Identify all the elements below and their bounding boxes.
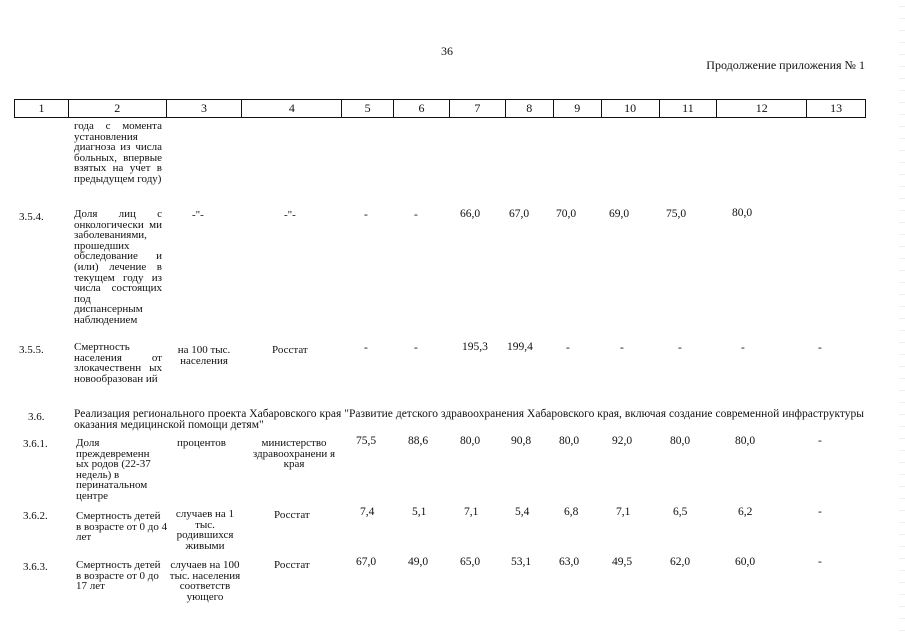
value-cell: - — [741, 342, 745, 354]
header-cell: 6 — [394, 100, 450, 117]
value-cell: 7,1 — [616, 506, 631, 518]
value-cell: - — [818, 556, 822, 568]
value-cell: 60,0 — [735, 556, 756, 568]
header-cell: 1 — [15, 100, 69, 117]
value-cell: 66,0 — [460, 208, 481, 220]
value-cell: 199,4 — [507, 341, 533, 353]
section-title: Реализация регионального проекта Хабаровского края "Развитие детского здравоохранения Хабаровского края, включая создание современной инфраструктуры оказания медицинской помощи детям" — [74, 408, 864, 431]
source: Росстат — [272, 344, 308, 356]
value-cell: - — [818, 435, 822, 447]
value-cell: 7,1 — [464, 506, 479, 518]
indicator-name: Смертность населения от злокачественн ых новообразован ий — [74, 341, 162, 385]
indicator-name: Смертность детей в возрасте от 0 до 17 лет — [76, 559, 161, 593]
row-number: 3.6.3. — [23, 561, 48, 573]
indicator-name: Смертность детей в возрасте от 0 до 4 лет — [76, 510, 168, 544]
value-cell: 7,4 — [360, 506, 375, 518]
header-cell: 12 — [717, 100, 807, 117]
row-number: 3.6.1. — [23, 438, 48, 450]
value-cell: 80,0 — [559, 435, 580, 447]
value-cell: 49,0 — [408, 556, 429, 568]
value-cell: - — [566, 342, 570, 354]
header-cell: 7 — [450, 100, 506, 117]
value-cell: 195,3 — [462, 341, 488, 353]
value-cell: 80,0 — [670, 435, 691, 447]
value-cell: 53,1 — [511, 556, 532, 568]
header-cell: 13 — [830, 101, 843, 115]
header-cell: 10 — [602, 100, 660, 117]
carry-over-text: года с момента установления диагноза из числа больных, впервые взятых на учет в предыдущем году) — [74, 120, 162, 185]
indicator-name: Доля лиц с онкологически ми заболеваниями, прошедших обследование и (или) лечение в текущем году из числа состоящих под диспансерным наблюдением — [74, 208, 162, 326]
source: Росстат — [274, 559, 310, 571]
section-number: 3.6. — [28, 411, 45, 423]
scan-edge — [899, 0, 905, 640]
page-number: 36 — [441, 44, 453, 58]
value-cell: 80,0 — [732, 207, 753, 219]
value-cell: 90,8 — [511, 435, 532, 447]
unit: случаев на 1 тыс. родившихся живыми — [175, 508, 235, 552]
source: министерство здравоохранени я края — [252, 437, 336, 471]
value-cell: - — [678, 342, 682, 354]
value-cell: 65,0 — [460, 556, 481, 568]
header-cell: 11 — [660, 100, 718, 117]
value-cell: - — [364, 209, 368, 221]
header-cell: 5 — [342, 100, 394, 117]
value-cell: 69,0 — [609, 208, 630, 220]
indicator-name: Доля преждевременн ых родов (22-37 недель) в перинатальном центре — [76, 437, 151, 502]
value-cell: 5,4 — [515, 506, 530, 518]
unit: процентов — [177, 437, 226, 449]
value-cell: 6,5 — [673, 506, 688, 518]
value-cell: - — [414, 342, 418, 354]
header-cell: 3 — [167, 100, 243, 117]
header-cell: 8 — [506, 100, 554, 117]
value-cell: - — [414, 209, 418, 221]
value-cell: 88,6 — [408, 435, 429, 447]
header-cell: 2 — [69, 100, 167, 117]
continuation-label: Продолжение приложения № 1 — [706, 58, 865, 72]
value-cell: 80,0 — [735, 435, 756, 447]
value-cell: 63,0 — [559, 556, 580, 568]
value-cell: 70,0 — [556, 208, 577, 220]
row-number: 3.6.2. — [23, 510, 48, 522]
value-cell: 62,0 — [670, 556, 691, 568]
unit: на 100 тыс. населения — [177, 344, 231, 367]
value-cell: - — [818, 506, 822, 518]
value-cell: 5,1 — [412, 506, 427, 518]
source: -"- — [284, 209, 296, 221]
value-cell: 80,0 — [460, 435, 481, 447]
value-cell: 6,8 — [564, 506, 579, 518]
unit: -"- — [192, 209, 204, 221]
value-cell: - — [364, 342, 368, 354]
unit: случаев на 100 тыс. населения соответств ующего — [169, 559, 241, 603]
table-header-row — [14, 99, 866, 118]
source: Росстат — [274, 509, 310, 521]
value-cell: 75,0 — [666, 208, 687, 220]
header-cell: 4 — [242, 100, 342, 117]
value-cell: - — [818, 342, 822, 354]
header-cell: 9 — [554, 100, 602, 117]
value-cell: 67,0 — [509, 208, 530, 220]
value-cell: - — [620, 342, 624, 354]
value-cell: 75,5 — [356, 435, 377, 447]
value-cell: 67,0 — [356, 556, 377, 568]
row-number: 3.5.4. — [19, 211, 44, 223]
value-cell: 49,5 — [612, 556, 633, 568]
value-cell: 6,2 — [738, 506, 753, 518]
value-cell: 92,0 — [612, 435, 633, 447]
row-number: 3.5.5. — [19, 344, 44, 356]
